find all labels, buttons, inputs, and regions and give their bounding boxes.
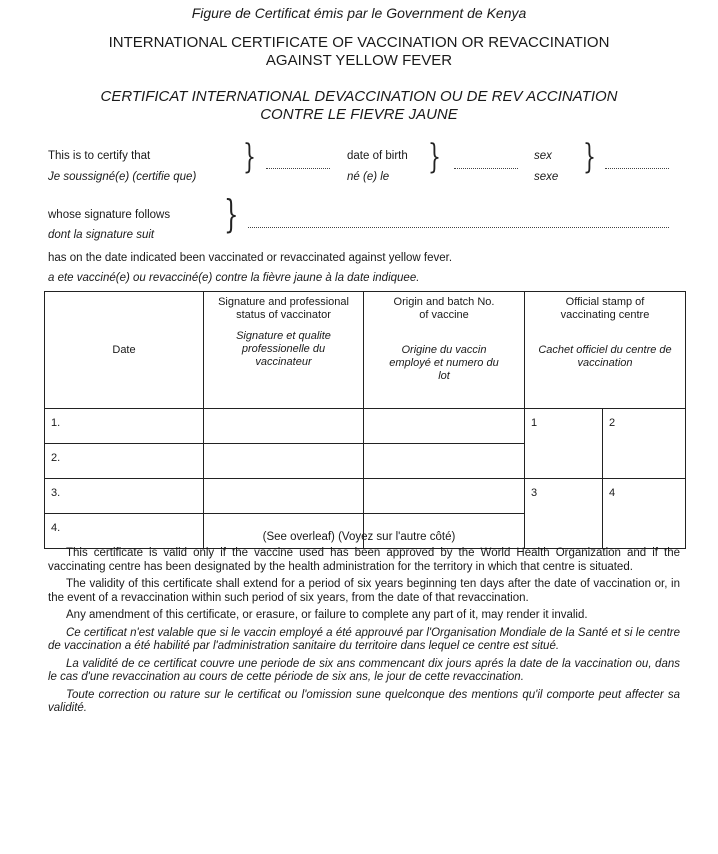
header-stamp-en: Official stamp of vaccinating centre [560,296,650,321]
header-signature [204,292,364,409]
vaccinated-statement-en: has on the date indicated been vaccinated or revaccinated against yellow fever. [48,252,453,264]
brace-sex: } [583,137,596,177]
dob-field[interactable] [454,168,518,169]
title-english-line2: AGAINST YELLOW FEVER [265,52,453,69]
vaccinated-statement-fr: a ete vacciné(e) ou revacciné(e) contre la fièvre jaune à la date indiquee. [48,272,420,284]
header-date: Date [45,292,204,409]
stamp-box[interactable]: 2 [603,409,686,479]
note-en: This certificate is valid only if the vaccine used has been approved by the World Health Organization and if the vaccinating centre has been designated by the health administration for the territory in which that centre is situated. [48,547,680,573]
sex-label-en: sex [534,150,552,162]
row-number: 2. [45,444,204,479]
stamp-box[interactable]: 1 [525,409,603,479]
batch-cell[interactable] [364,409,525,444]
title-french-line1: CERTIFICAT INTERNATIONAL DEVACCINATION OU DE REV ACCINATION [100,88,618,105]
vaccinator-cell[interactable] [204,444,364,479]
certify-label-en: This is to certify that [48,150,151,162]
signature-field[interactable] [248,227,669,228]
table-row [45,409,686,444]
dob-label-en: date of birth [347,150,408,162]
certify-label-fr: Je soussigné(e) (certifie que) [48,171,197,183]
batch-cell[interactable] [364,479,525,514]
note-fr: La validité de ce certificat couvre une periode de six ans commencant dix jours aprés la date de la vaccination ou, dans le cas d'une revaccination au cours de cette période de six ans, le jour de cette revaccination. [48,657,680,683]
batch-cell[interactable] [364,444,525,479]
sex-label-fr: sexe [534,171,559,183]
vaccinator-cell[interactable] [204,479,364,514]
dob-label-fr: né (e) le [347,171,390,183]
brace-dob: } [428,137,441,177]
title-french-line2: CONTRE LE FIEVRE JAUNE [260,106,458,123]
validity-notes [48,547,680,720]
row-number: 1. [45,409,204,444]
overleaf-note: (See overleaf) (Voyez sur l'autre côté) [262,531,456,543]
vaccination-table [44,291,686,549]
note-en: The validity of this certificate shall extend for a period of six years beginning ten days after the date of vaccination or, in the event of a revaccination within such period of six years, from the date of that revaccination. [48,578,680,604]
header-signature-fr: Signature et qualite professionelle du vaccinateur [236,330,331,368]
brace-certify: } [243,137,256,177]
brace-signature: } [224,192,239,236]
title-french [0,88,718,124]
note-fr: Ce certificat n'est valable que si le vaccin employé a été approuvé par l'Organisation Mondiale de la Santé et si le centre de vaccination a été habilité par l'administration sanitaire du territoire dans lequel ce centre est situé. [48,626,680,652]
table-header-row [45,292,686,409]
header-stamp-fr: Cachet officiel du centre de vaccination [538,344,672,369]
note-en: Any amendment of this certificate, or erasure, or failure to complete any part of it, may render it invalid. [66,609,588,621]
name-field[interactable] [266,168,330,169]
signature-label-fr: dont la signature suit [48,229,155,241]
figure-caption: Figure de Certificat émis par le Government de Kenya [191,5,527,21]
title-english [0,34,718,70]
header-origin-fr: Origine du vaccin employé et numero du lot [389,344,499,382]
header-signature-en: Signature and professional status of vaccinator [218,296,349,321]
row-number: 3. [45,479,204,514]
stamp-box[interactable]: 3 [525,479,603,549]
header-origin [364,292,525,409]
vaccinator-cell[interactable] [204,409,364,444]
row-number: 4. [45,514,204,549]
stamp-box[interactable]: 4 [603,479,686,549]
note-fr: Toute correction ou rature sur le certificat ou l'omission sune quelconque des mentions qu'il comporte peut affecter sa validité. [48,688,680,714]
signature-label-en: whose signature follows [48,209,171,221]
header-origin-en: Origin and batch No. of vaccine [393,296,495,321]
sex-field[interactable] [605,168,669,169]
title-english-line1: INTERNATIONAL CERTIFICATE OF VACCINATION OR REVACCINATION [108,34,610,51]
table-row [45,479,686,514]
header-stamp [525,292,686,409]
